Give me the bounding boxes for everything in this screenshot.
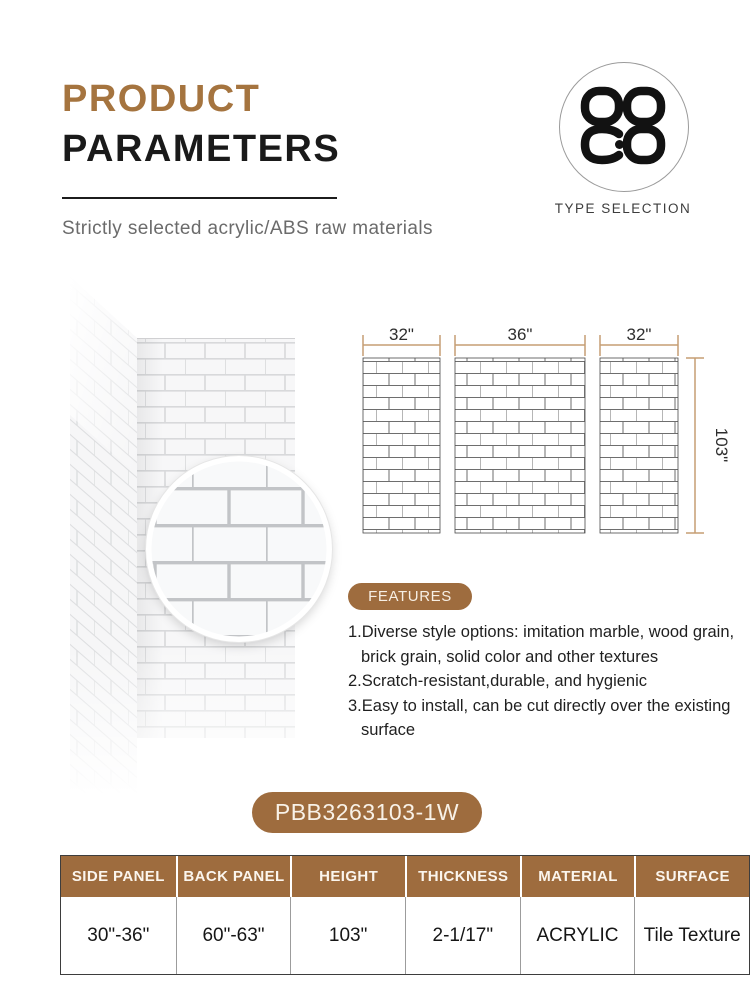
- side-panel-left-drawing: [363, 358, 440, 533]
- magnifier-circle: [146, 456, 333, 643]
- feature-item-2: 2.Scratch-resistant,durable, and hygienic: [348, 672, 647, 690]
- spec-value-material: ACRYLIC: [520, 897, 635, 974]
- spec-header-surface: SURFACE: [634, 856, 749, 897]
- feature-item-3: 3.Easy to install, can be cut directly over the existing surface: [348, 696, 731, 739]
- spec-table: [60, 855, 750, 975]
- page-subtitle: Strictly selected acrylic/ABS raw materials: [62, 218, 433, 239]
- photo-bottom-fade: [60, 645, 350, 795]
- height-dimension-line: [686, 358, 704, 533]
- spec-header-height: HEIGHT: [290, 856, 405, 897]
- back-panel-drawing: [455, 358, 585, 533]
- page-title-line2: PARAMETERS: [62, 128, 341, 170]
- product-code-pill: [252, 792, 482, 833]
- panel-dimension-diagram: [350, 325, 740, 560]
- panel-width-label-3: 32": [626, 325, 652, 344]
- features-badge-label: FEATURES: [368, 588, 452, 605]
- panel-width-label-2: 36": [507, 325, 533, 344]
- title-divider: [62, 197, 337, 199]
- clover-logo-icon: [579, 86, 667, 166]
- spec-value-side-panel: 30"-36": [61, 897, 176, 974]
- feature-item-1: 1.Diverse style options: imitation marble, wood grain, brick grain, solid color and other textures: [348, 623, 735, 666]
- panel-height-label: 103": [712, 427, 731, 463]
- page-title-line1: PRODUCT: [62, 78, 261, 120]
- spec-header-back-panel: BACK PANEL: [176, 856, 291, 897]
- spec-header-thickness: THICKNESS: [405, 856, 520, 897]
- spec-header-material: MATERIAL: [520, 856, 635, 897]
- spec-value-height: 103": [290, 897, 405, 974]
- spec-value-surface: Tile Texture: [634, 897, 749, 974]
- spec-value-thickness: 2-1/17": [405, 897, 520, 974]
- tile-corner-photo: [60, 275, 350, 795]
- product-code-text: PBB3263103-1W: [274, 799, 460, 825]
- features-list: [348, 620, 740, 743]
- spec-header-side-panel: SIDE PANEL: [61, 856, 176, 897]
- brand-logo-caption: TYPE SELECTION: [554, 201, 692, 216]
- spec-value-back-panel: 60"-63": [176, 897, 291, 974]
- panel-width-label-1: 32": [389, 325, 414, 344]
- side-panel-right-drawing: [600, 358, 678, 533]
- features-badge: [348, 583, 472, 610]
